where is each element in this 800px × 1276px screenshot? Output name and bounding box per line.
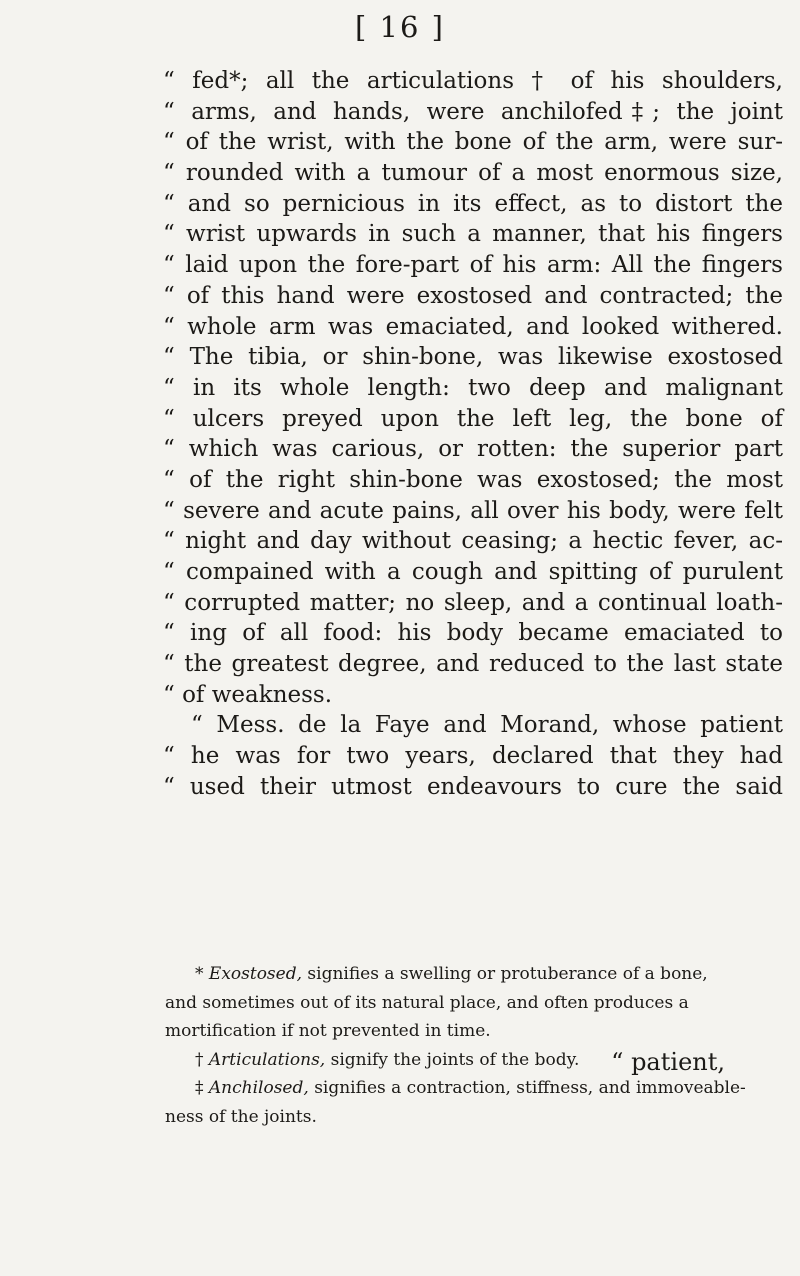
footnote-mark: ‡ (195, 1078, 204, 1098)
text-line: “ used their utmost endeavours to cure the said (163, 773, 783, 800)
footnote-text: signifies a swelling or protuberance of a bone, (307, 964, 708, 984)
text-line: “ rounded with a tumour of a most enormous size, (163, 160, 783, 187)
text-line: “ he was for two years, declared that they had (163, 743, 783, 770)
footnote-term: Articulations, (208, 1049, 326, 1070)
footnote-continuation: ness of the joints. (165, 1106, 317, 1127)
text-line: “ of the right shin-bone was exostosed; the most (163, 466, 783, 493)
footnote-text: signifies a contraction, stiffness, and immoveable- (314, 1078, 746, 1098)
text-line: “ wrist upwards in such a manner, that his fingers (163, 221, 783, 248)
text-line: “ fed*; all the articulations † of his shoulders, (163, 68, 783, 94)
footnote-text: signify the joints of the body. (330, 1049, 580, 1070)
text-line: “ in its whole length: two deep and malignant (163, 374, 783, 401)
footnote-mark: * (195, 964, 204, 984)
page-number: [ 16 ] (355, 10, 445, 44)
text-line: “ corrupted matter; no sleep, and a continual loath- (163, 589, 783, 616)
text-line: “ Mess. de la Faye and Morand, whose patient (191, 712, 783, 739)
footnote-mark: † (195, 1049, 204, 1070)
text-line: “ of the wrist, with the bone of the arm, were sur- (163, 129, 783, 156)
text-line: “ whole arm was emaciated, and looked withered. (163, 313, 783, 340)
footnote-continuation: and sometimes out of its natural place, and often produces a (165, 992, 689, 1013)
footnote-term: Exostosed, (208, 964, 302, 984)
text-line: “ the greatest degree, and reduced to the last state (163, 651, 783, 678)
text-line: “ arms, and hands, were anchilofed‡; the joint (163, 98, 783, 125)
text-line: “ ulcers preyed upon the left leg, the bone of (163, 405, 783, 432)
text-line: “ severe and acute pains, all over his body, were felt (163, 497, 783, 524)
footnote-term: Anchilosed, (208, 1078, 309, 1098)
text-line: “ of this hand were exostosed and contracted; the (163, 282, 783, 309)
catchword: “ patient, (611, 1048, 725, 1076)
text-line: “ The tibia, or shin-bone, was likewise exostosed (163, 344, 783, 371)
text-line: “ night and day without ceasing; a hectic fever, ac- (163, 528, 783, 555)
body-text (163, 66, 783, 803)
footnote (165, 1074, 783, 1103)
text-line: “ laid upon the fore-part of his arm: All the fingers (163, 252, 783, 279)
text-line: “ of weakness. (163, 681, 333, 708)
text-line: “ compained with a cough and spitting of purulent (163, 559, 783, 585)
footnotes (165, 960, 783, 1131)
footnote-continuation: mortification if not prevented in time. (165, 1021, 491, 1041)
footnote (165, 960, 783, 989)
text-line: “ which was carious, or rotten: the superior part (163, 436, 783, 463)
text-line: “ and so pernicious in its effect, as to distort the (163, 190, 783, 217)
text-line: “ ing of all food: his body became emaciated to (163, 620, 783, 647)
